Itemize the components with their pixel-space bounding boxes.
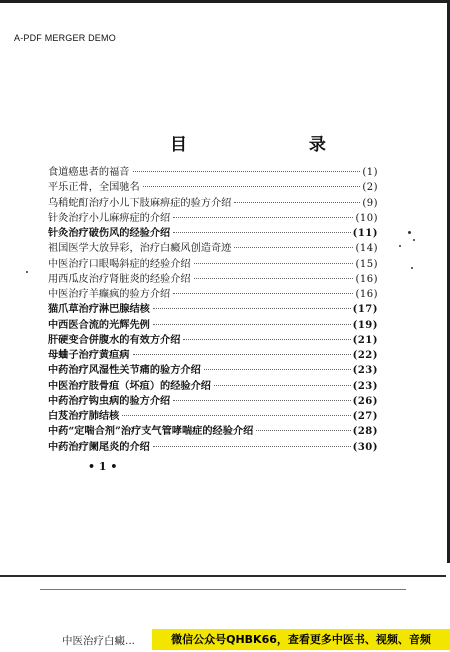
toc-entry[interactable] — [48, 377, 378, 392]
toc-entry-page: (10) — [355, 212, 378, 224]
scan-speck — [26, 271, 28, 273]
toc-entry-page: (16) — [355, 273, 378, 285]
toc-dot-leader — [256, 430, 350, 431]
toc-entry-page: (23) — [352, 365, 378, 377]
toc-entry-title: 乌稍蛇酊治疗小儿下肢麻痹症的验方介绍 — [48, 197, 232, 209]
toc-entry-title: 中医治疗口眼喝斜症的经验介绍 — [48, 258, 191, 270]
toc-entry-page: (1) — [362, 167, 378, 178]
toc-dot-leader — [234, 202, 360, 203]
toc-entry-title: 食道癌患者的福音 — [48, 167, 130, 178]
toc-entry-page: (16) — [355, 289, 378, 300]
toc-entry-title: 祖国医学大放异彩，治疗白癜风创造奇迹 — [48, 243, 232, 255]
scan-speck — [413, 239, 415, 241]
toc-list — [48, 163, 378, 453]
toc-title: 目 录 — [170, 135, 384, 155]
toc-entry-title: 肝硬变合併腹水的有效方介绍 — [48, 333, 181, 346]
toc-entry-title: 中药治疗风湿性关节痛的验方介绍 — [48, 364, 201, 377]
toc-entry-page: (11) — [352, 228, 378, 239]
toc-dot-leader — [173, 293, 353, 294]
toc-entry-title: 针灸治疗破伤风的经验介绍 — [48, 227, 171, 239]
toc-entry-page: (19) — [352, 319, 378, 331]
toc-entry[interactable] — [48, 270, 378, 285]
toc-entry[interactable] — [48, 361, 378, 376]
toc-entry-title: 中药治疗钩虫病的验方介绍 — [48, 394, 171, 407]
toc-entry-page: (30) — [352, 441, 378, 453]
toc-dot-leader — [133, 354, 351, 355]
toc-entry[interactable] — [48, 178, 378, 193]
scan-speck — [408, 231, 411, 234]
pdf-watermark: A-PDF MERGER DEMO — [14, 33, 116, 43]
toc-dot-leader — [173, 217, 353, 218]
next-page-heading: 中医治疗白癜... — [62, 635, 136, 647]
toc-entry-page: (23) — [352, 380, 378, 392]
toc-dot-leader — [194, 278, 354, 279]
toc-entry[interactable] — [48, 239, 378, 254]
toc-entry-title: 平乐正骨，全国驰名 — [48, 182, 140, 194]
toc-entry[interactable] — [48, 407, 378, 422]
toc-entry-page: (15) — [355, 258, 378, 270]
toc-entry[interactable] — [48, 194, 378, 209]
toc-entry-page: (17) — [352, 304, 378, 316]
toc-entry-page: (27) — [352, 411, 378, 422]
toc-entry[interactable] — [48, 331, 378, 346]
toc-entry-page: (26) — [352, 395, 378, 407]
scan-speck — [411, 267, 413, 269]
page-rule — [40, 589, 406, 590]
toc-entry-page: (2) — [362, 182, 378, 194]
toc-dot-leader — [194, 263, 354, 264]
toc-dot-leader — [183, 339, 350, 340]
document-page-1 — [0, 3, 446, 563]
page-number: • 1 • — [88, 460, 118, 473]
toc-entry-title: 白芨治疗肺结核 — [48, 410, 120, 422]
toc-entry[interactable] — [48, 163, 378, 178]
toc-dot-leader — [153, 446, 351, 447]
toc-entry-page: (28) — [352, 426, 378, 438]
toc-entry[interactable] — [48, 255, 378, 270]
toc-dot-leader — [204, 369, 351, 370]
toc-dot-leader — [122, 415, 350, 416]
toc-dot-leader — [173, 232, 350, 233]
toc-entry-title: 用西瓜皮治疗肾脏炎的经验介绍 — [48, 273, 191, 285]
toc-entry[interactable] — [48, 346, 378, 361]
toc-entry-page: (22) — [352, 350, 378, 361]
promo-banner[interactable]: 微信公众号QHBK66，查看更多中医书、视频、音频 — [152, 629, 450, 650]
toc-entry[interactable] — [48, 285, 378, 300]
page-gap — [0, 563, 450, 575]
toc-entry-title: 中药“定喘合剂”治疗支气管哮喘症的经验介绍 — [48, 425, 254, 438]
toc-entry-title: 母蛐子治疗黄疸病 — [48, 349, 130, 361]
toc-dot-leader — [143, 186, 361, 187]
toc-entry[interactable] — [48, 316, 378, 331]
toc-entry-title: 针灸治疗小儿麻痹症的介绍 — [48, 212, 171, 224]
toc-entry-page: (9) — [362, 197, 378, 209]
toc-dot-leader — [133, 171, 361, 172]
toc-entry[interactable] — [48, 392, 378, 407]
toc-entry[interactable] — [48, 224, 378, 239]
toc-entry[interactable] — [48, 300, 378, 315]
toc-dot-leader — [153, 308, 351, 309]
scan-speck — [399, 245, 401, 247]
toc-dot-leader — [153, 324, 351, 325]
toc-entry-title: 猫爪草治疗淋巴腺结核 — [48, 303, 150, 316]
toc-entry-title: 中药治疗阑尾炎的介绍 — [48, 440, 150, 453]
toc-dot-leader — [214, 385, 351, 386]
toc-dot-leader — [173, 400, 350, 401]
toc-entry-page: (21) — [352, 334, 378, 346]
toc-entry-title: 中西医合流的光辉先例 — [48, 318, 150, 331]
toc-entry[interactable] — [48, 438, 378, 453]
toc-entry-title: 中医治疗羊癫疯的验方介绍 — [48, 289, 171, 300]
toc-entry[interactable] — [48, 209, 378, 224]
toc-dot-leader — [234, 247, 353, 248]
toc-entry-page: (14) — [355, 243, 378, 255]
toc-entry-title: 中医治疗肢骨疽（坏疽）的经验介绍 — [48, 379, 211, 392]
toc-entry[interactable] — [48, 422, 378, 437]
